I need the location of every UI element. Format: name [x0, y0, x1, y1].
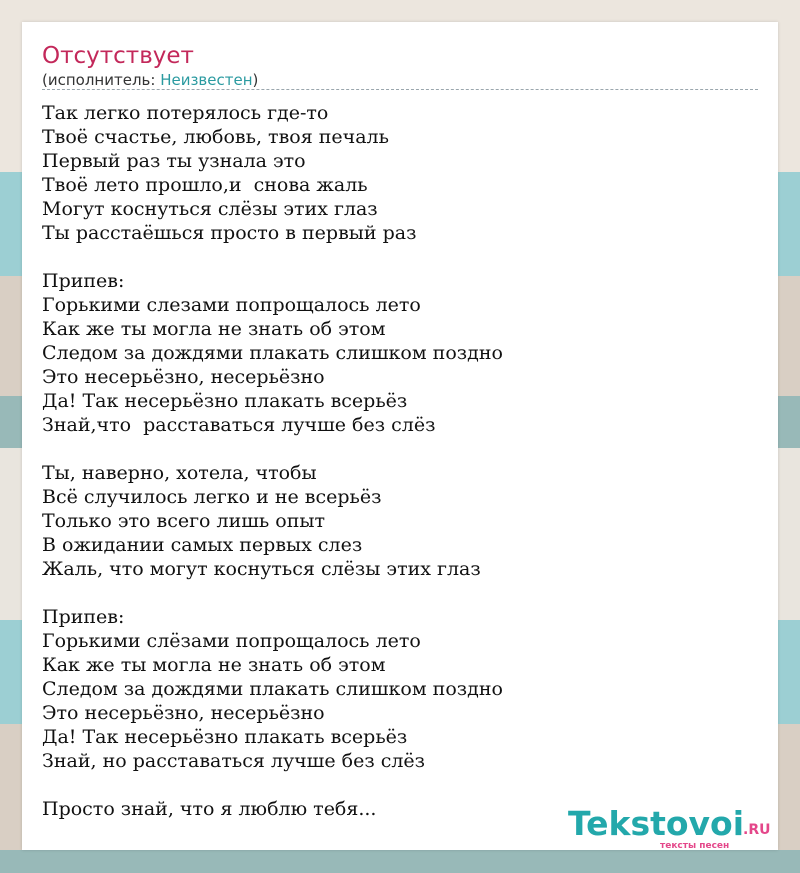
artist-suffix: ) [252, 71, 259, 89]
lyric-line: В ожидании самых первых слез [42, 534, 363, 556]
lyrics-card [22, 22, 778, 850]
lyric-line: Жаль, что могут коснуться слёзы этих глаз [42, 558, 481, 580]
logo-text: Tekstovoi [568, 804, 745, 843]
artist-prefix: (исполнитель: [42, 71, 161, 89]
lyric-line: Первый раз ты узнала это [42, 150, 306, 172]
lyric-line: Просто знай, что я люблю тебя... [42, 798, 377, 820]
lyric-line: Твоё лето прошло,и снова жаль [42, 174, 368, 196]
lyric-line: Ты, наверно, хотела, чтобы [42, 462, 317, 484]
lyric-line [42, 581, 503, 605]
lyrics-text [42, 101, 503, 821]
logo-domain: .RU [743, 822, 771, 838]
lyric-line: Так легко потерялось где-то [42, 102, 329, 124]
lyric-line [42, 437, 503, 461]
lyric-line: Следом за дождями плакать слишком поздно [42, 342, 503, 364]
lyric-line: Как же ты могла не знать об этом [42, 318, 386, 340]
logo-tagline: тексты песен [660, 841, 730, 851]
lyric-line: Знай,что расставаться лучше без слёз [42, 414, 436, 436]
lyric-line: Это несерьёзно, несерьёзно [42, 702, 325, 724]
lyric-line: Припев: [42, 270, 125, 292]
lyric-line: Да! Так несерьёзно плакать всерьёз [42, 390, 408, 412]
lyric-line: Это несерьёзно, несерьёзно [42, 366, 325, 388]
lyric-line: Горькими слезами попрощалось лето [42, 294, 421, 316]
site-logo[interactable] [568, 802, 778, 850]
lyric-line: Могут коснуться слёзы этих глаз [42, 198, 378, 220]
artist-link[interactable]: Неизвестен [160, 71, 253, 89]
lyric-line: Твоё счастье, любовь, твоя печаль [42, 126, 389, 148]
artist-line [42, 71, 258, 89]
lyric-line: Да! Так несерьёзно плакать всерьёз [42, 726, 408, 748]
lyric-line: Всё случилось легко и не всерьёз [42, 486, 382, 508]
divider [42, 89, 758, 90]
lyric-line: Горькими слёзами попрощалось лето [42, 630, 421, 652]
song-title: Отсутствует [42, 43, 194, 69]
lyric-line [42, 773, 503, 797]
lyric-line: Знай, но расставаться лучше без слёз [42, 750, 426, 772]
lyric-line [42, 245, 503, 269]
lyric-line: Ты расстаёшься просто в первый раз [42, 222, 417, 244]
lyric-line: Следом за дождями плакать слишком поздно [42, 678, 503, 700]
lyric-line: Припев: [42, 606, 125, 628]
lyric-line: Как же ты могла не знать об этом [42, 654, 386, 676]
lyric-line: Только это всего лишь опыт [42, 510, 326, 532]
